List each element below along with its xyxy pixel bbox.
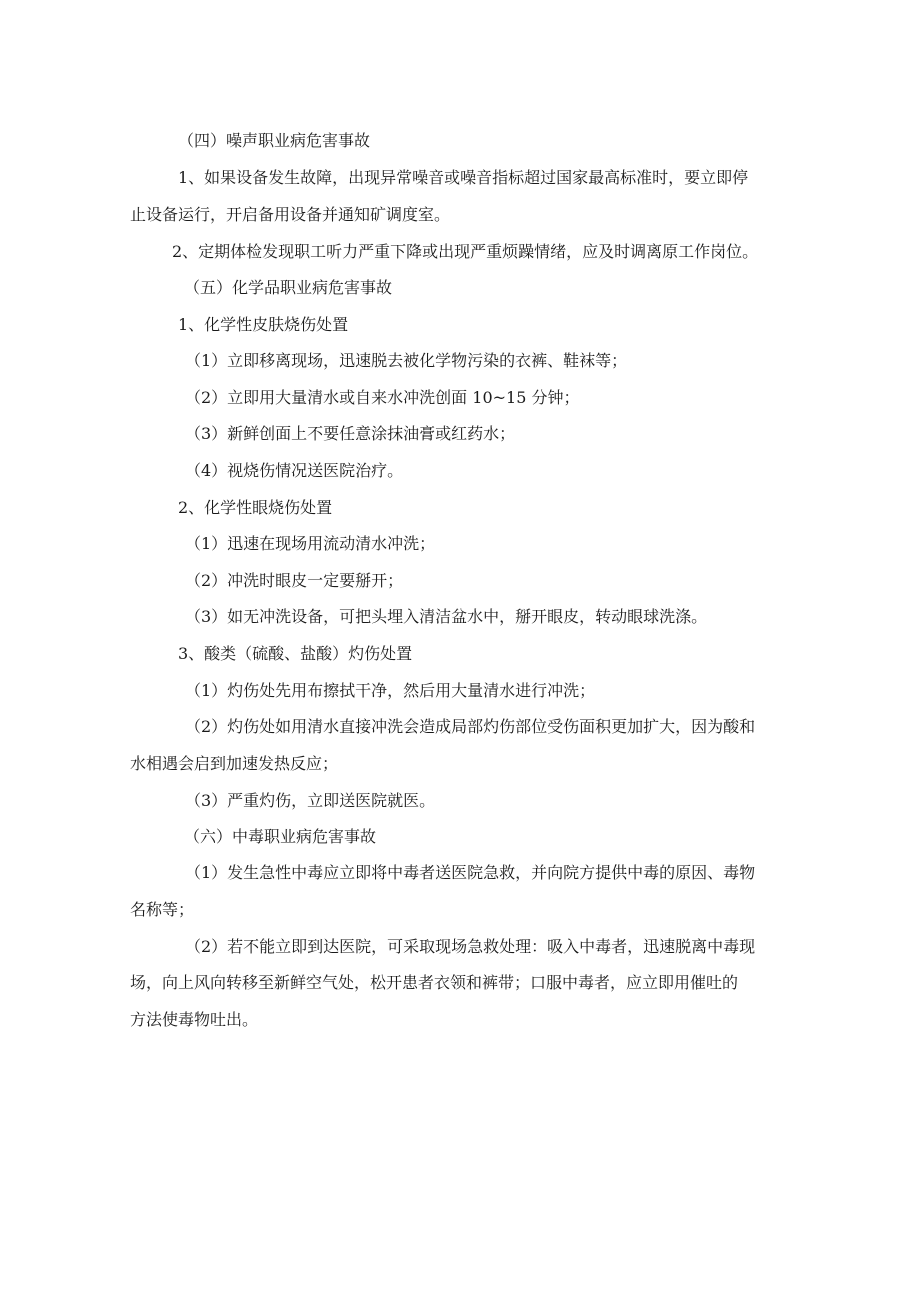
list-item: （2）灼伤处如用清水直接冲洗会造成局部灼伤部位受伤面积更加扩大，因为酸和 [185, 717, 756, 736]
section-heading-chemical: （五）化学品职业病危害事故 [184, 278, 393, 297]
list-item: （2）冲洗时眼皮一定要掰开； [185, 571, 404, 590]
subsection-heading: 1、化学性皮肤烧伤处置 [178, 315, 349, 334]
list-item: （3）严重灼伤，立即送医院就医。 [185, 791, 436, 810]
list-item: （1）发生急性中毒应立即将中毒者送医院急救，并向院方提供中毒的原因、毒物 [185, 863, 756, 882]
list-item: （3）如无冲洗设备，可把头埋入清洁盆水中，掰开眼皮，转动眼球洗涤。 [185, 607, 708, 626]
paragraph-line: 2、定期体检发现职工听力严重下降或出现严重烦躁情绪，应及时调离原工作岗位。 [172, 242, 759, 261]
paragraph-line: 场，向上风向转移至新鲜空气处，松开患者衣领和裤带；口服中毒者，应立即用催吐的 [130, 973, 739, 992]
list-item: （1）灼伤处先用布擦拭干净，然后用大量清水进行冲洗； [185, 681, 596, 700]
paragraph-line: 1、如果设备发生故障，出现异常噪音或噪音指标超过国家最高标准时，要立即停 [178, 168, 749, 187]
paragraph-line: 水相遇会启到加速发热反应； [130, 754, 339, 773]
section-heading-noise: （四）噪声职业病危害事故 [178, 131, 371, 150]
list-item: （1）迅速在现场用流动清水冲洗； [185, 534, 436, 553]
subsection-heading: 3、酸类（硫酸、盐酸）灼伤处置 [178, 644, 413, 663]
list-item: （4）视烧伤情况送医院治疗。 [185, 461, 404, 480]
subsection-heading: 2、化学性眼烧伤处置 [178, 498, 333, 517]
paragraph-line: 名称等； [130, 900, 195, 919]
paragraph-line: 方法使毒物吐出。 [130, 1010, 259, 1029]
list-item: （3）新鲜创面上不要任意涂抹油膏或红药水； [185, 424, 516, 443]
list-item: （2）若不能立即到达医院，可采取现场急救处理：吸入中毒者，迅速脱离中毒现 [185, 937, 756, 956]
paragraph-line: 止设备运行，开启备用设备并通知矿调度室。 [130, 205, 451, 224]
list-item: （2）立即用大量清水或自来水冲洗创面 10~15 分钟； [185, 388, 580, 407]
list-item: （1）立即移离现场，迅速脱去被化学物污染的衣裤、鞋袜等； [185, 351, 628, 370]
section-heading-poisoning: （六）中毒职业病危害事故 [184, 827, 377, 846]
